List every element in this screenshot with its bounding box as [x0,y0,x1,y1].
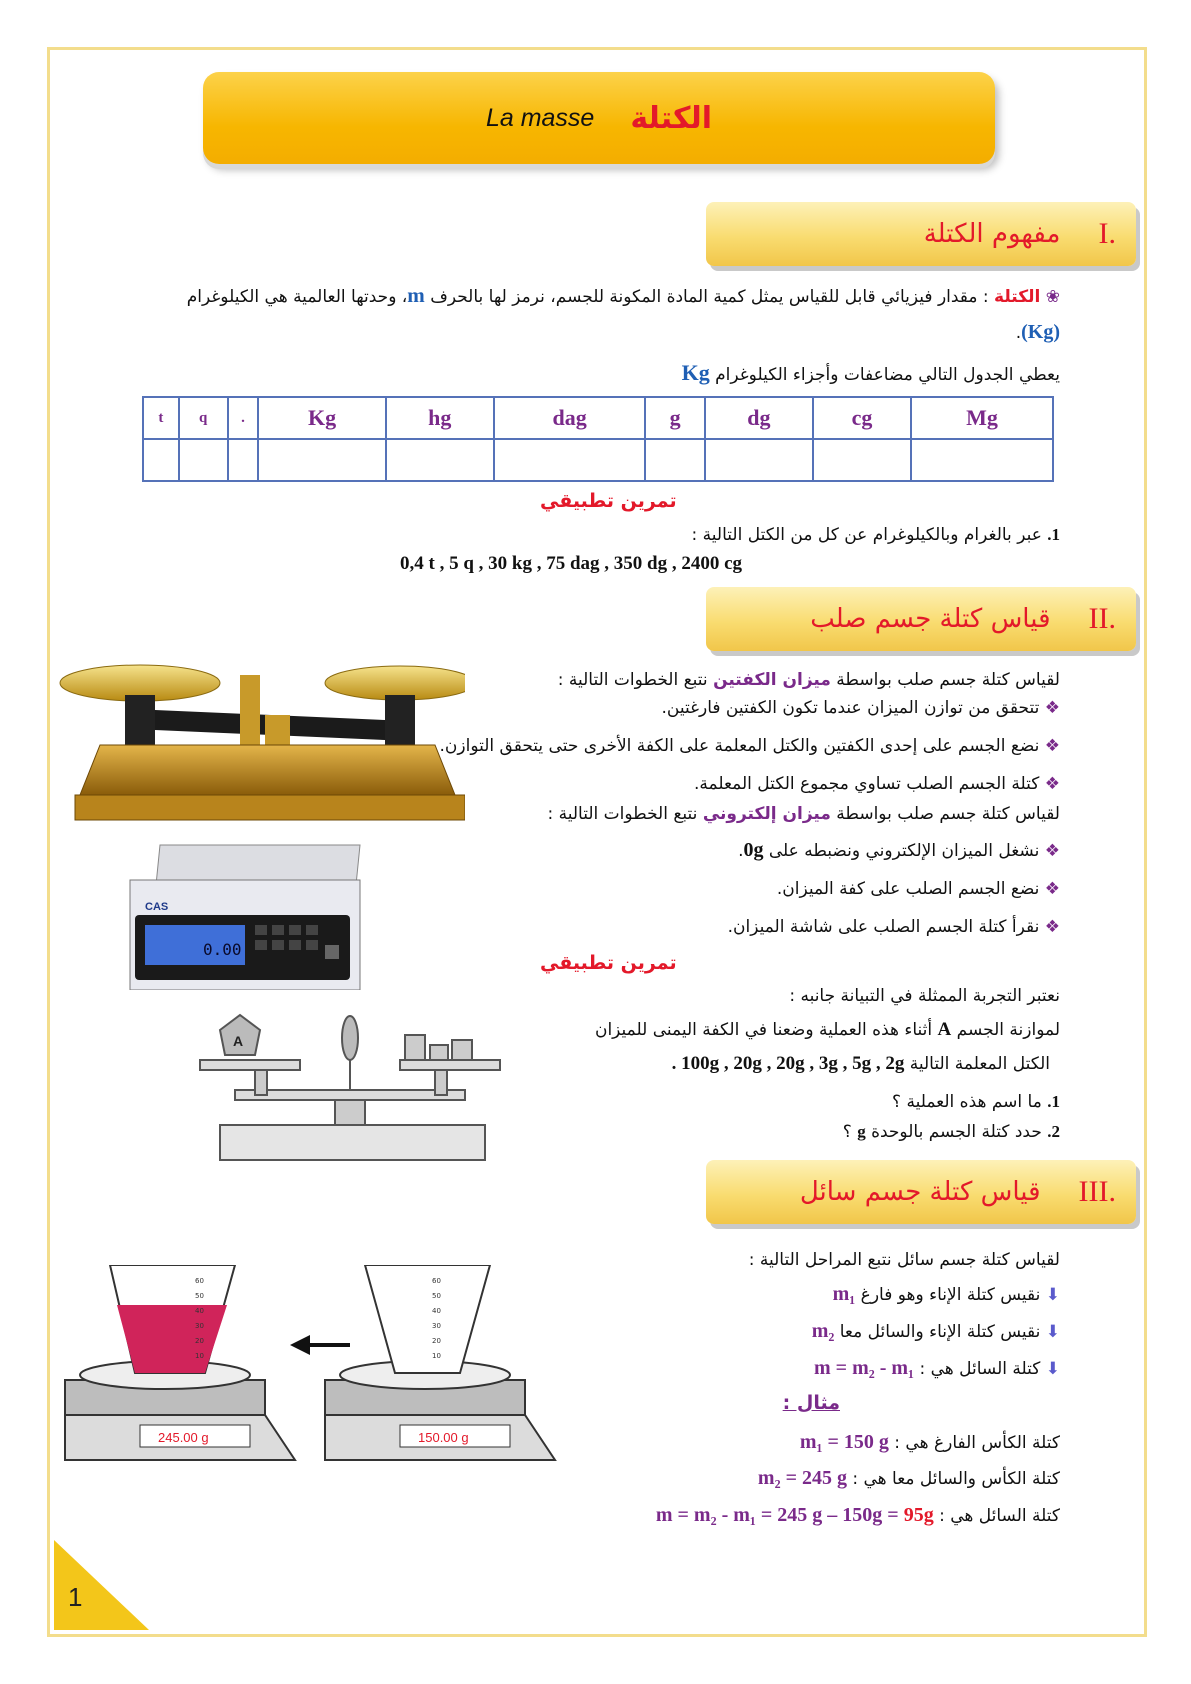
section-2-label: قياس كتلة جسم صلب [810,604,1051,634]
section-2-number: II. [1088,602,1116,635]
unit-line [600,320,1060,345]
section-3-number: III. [1078,1175,1116,1208]
question-1 [500,523,1060,547]
table-intro [500,361,1060,387]
question-1-number: 1. [1047,525,1060,544]
q2-text-a: حدد كتلة الجسم بالوحدة [865,1122,1042,1142]
unit-cell: dag [494,397,646,439]
example-title: مثال : [782,1392,840,1414]
step-text: تتحقق من توازن الميزان عندما تكون الكفتين فارغتين. [661,698,1040,718]
arrow-bullet-icon: ⬇ [1045,1285,1060,1305]
units-table [142,396,1054,482]
question-1-values: 0,4 t , 5 q , 30 kg , 75 dag , 350 dg , 2400 cg [400,553,743,574]
liquid-steps [700,1282,1060,1381]
section-1-label: مفهوم الكتلة [923,219,1061,249]
step-math: m₂ [811,1320,835,1342]
balance-diagram [195,1010,510,1165]
solid-intro-2-c: نتبع الخطوات التالية : [547,804,703,824]
empty-cell [494,439,646,481]
empty-cell [911,439,1053,481]
solid-intro-1 [430,668,1060,692]
ex-line2-a: لموازنة الجسم [951,1020,1060,1040]
zero-gram: 0g [743,839,764,861]
ex3-text: كتلة السائل هي : [933,1506,1060,1526]
diamond-bullet-icon: ❖ [1044,698,1060,718]
ex-line2-c: أثناء هذه العملية وضعنا في الكفة اليمنى للميزان [594,1020,938,1040]
empty-cell [813,439,911,481]
definition-text-a: : مقدار فيزيائي قابل للقياس يمثل كمية المادة المكونة للجسم، نرمز لها بالحرف [424,287,995,307]
diamond-bullet-icon: ❖ [1044,841,1060,861]
list-item [700,1319,1060,1344]
solid-intro-1-c: نتبع الخطوات التالية : [557,670,714,690]
q2-number: 2. [1047,1122,1060,1141]
definition-symbol: m [407,283,425,307]
step-text: نضع الجسم على إحدى الكفتين والكتل المعلمة على الكفة الأخرى حتى يتحقق التوازن. [439,736,1040,756]
unit-cell: t [143,397,179,439]
empty-cell [645,439,704,481]
unit-cell: Kg [258,397,385,439]
solid-intro-2 [430,802,1060,826]
diamond-bullet-icon: ❖ [1044,774,1060,794]
units-empty-row [143,439,1053,481]
exercise-2-line-3 [560,1052,1050,1076]
tick-label: 50 [432,1292,441,1300]
body-a: A [937,1019,952,1040]
scale-display: 0.00 [203,940,242,959]
list-item [400,734,1060,758]
ex3-math: m = m₂ - m₁ = 245 g – 150g = [655,1504,904,1526]
example-line-1 [600,1430,1060,1455]
solid-intro-2-a: لقياس كتلة جسم صلب بواسطة [830,804,1060,824]
tick-label: 20 [432,1337,441,1345]
empty-cell [705,439,813,481]
example-line-2 [600,1466,1060,1491]
empty-cell [258,439,385,481]
q1-number: 1. [1047,1092,1060,1111]
unit-cell: hg [386,397,494,439]
tick-label: 40 [195,1307,204,1315]
tick-label: 60 [432,1277,441,1285]
ex1-text: كتلة الكأس الفارغ هي : [888,1433,1060,1453]
tick-label: 60 [195,1277,204,1285]
unit-cell: q [179,397,228,439]
title-french: La masse [485,103,595,132]
ex1-math: m₁ = 150 g [799,1431,889,1453]
exercise-1-title: تمرين تطبيقي [540,490,677,512]
tick-label: 10 [432,1352,441,1360]
step-text: نقيس كتلة الإناء والسائل معا [834,1322,1041,1342]
definition-text-b: ، وحدتها العالمية هي الكيلوغرام [186,287,408,307]
list-item [600,915,1060,939]
electronic-balance-image [115,840,365,990]
step-text: كتلة السائل هي : [914,1359,1041,1379]
body-a-label: A [233,1033,244,1049]
ex2-math: m₂ = 245 g [757,1467,847,1489]
unit-cell: . [228,397,259,439]
definition-line [150,283,1060,309]
right-display: 150.00 g [418,1430,469,1445]
arrow-bullet-icon: ⬇ [1045,1322,1060,1342]
left-display: 245.00 g [158,1430,209,1445]
unit-kg: (Kg) [1021,321,1060,343]
page-number: 1 [68,1582,83,1612]
title-arabic: الكتلة [630,100,713,136]
masses-list: 100g , 20g , 20g , 3g , 5g , 2g . [671,1053,905,1074]
step-list-2 [600,838,1060,939]
table-intro-text: يعطي الجدول التالي مضاعفات وأجزاء الكيلوغرام [709,365,1060,385]
definition-term: الكتلة [994,287,1041,307]
ex-line3-a: الكتل المعلمة التالية [904,1054,1050,1074]
step-text: نقرأ كتلة الجسم الصلب على شاشة الميزان. [727,917,1040,937]
step-math: m₁ [832,1283,856,1305]
tick-label: 10 [195,1352,204,1360]
unit-line-end: . [1015,323,1022,343]
title-banner [203,72,995,164]
unit-cell: cg [813,397,911,439]
exercise-2-q1 [700,1090,1060,1114]
example-line-3 [560,1503,1060,1528]
tick-label: 20 [195,1337,204,1345]
arrow-bullet-icon: ⬇ [1045,1359,1060,1379]
scroll-bullet-icon: ❀ [1045,287,1060,307]
units-header-row [143,397,1053,439]
empty-cell [228,439,259,481]
q1-text: ما اسم هذه العملية ؟ [892,1092,1042,1112]
step-end: . [738,841,744,861]
empty-cell [143,439,179,481]
section-2-header [706,587,1136,651]
liquid-scales-image [60,1265,560,1465]
unit-cell: dg [705,397,813,439]
exercise-2-title: تمرين تطبيقي [540,952,677,974]
diamond-bullet-icon: ❖ [1044,879,1060,899]
list-item [700,1356,1060,1381]
ex3-result: 95g [903,1504,934,1526]
electronic-balance-term: ميزان إلكتروني [702,804,831,824]
tick-label: 50 [195,1292,204,1300]
list-item [700,1282,1060,1307]
question-1-text: عبر بالغرام وبالكيلوغرام عن كل من الكتل التالية : [691,525,1042,545]
unit-cell: g [645,397,704,439]
tick-label: 30 [195,1322,204,1330]
ex2-text: كتلة الكأس والسائل معا هي : [846,1469,1060,1489]
tick-label: 40 [432,1307,441,1315]
step-text: كتلة الجسم الصلب تساوي مجموع الكتل المعلمة. [694,774,1040,794]
section-1-header [706,202,1136,266]
step-text: نقيس كتلة الإناء وهو فارغ [855,1285,1041,1305]
empty-cell [179,439,228,481]
exercise-2-q2 [700,1120,1060,1144]
diamond-bullet-icon: ❖ [1044,917,1060,937]
table-intro-unit: Kg [681,360,710,385]
tick-label: 30 [432,1322,441,1330]
step-text: نشغل الميزان الإلكتروني ونضبطه على [763,841,1040,861]
step-text: نضع الجسم الصلب على كفة الميزان. [776,879,1040,899]
list-item [600,838,1060,863]
q2-text-c: ؟ [842,1122,858,1142]
q2-unit: g [857,1122,866,1141]
liquid-intro: لقياس كتلة جسم سائل نتبع المراحل التالية : [748,1250,1060,1270]
two-pan-balance-term: ميزان الكفتين [713,670,831,690]
diamond-bullet-icon: ❖ [1044,736,1060,756]
section-3-header [706,1160,1136,1224]
exercise-2-line-1: نعتبر التجربة الممثلة في التبيانة جانبه : [789,986,1060,1006]
section-3-label: قياس كتلة جسم سائل [799,1177,1041,1207]
unit-cell: Mg [911,397,1053,439]
empty-cell [386,439,494,481]
list-item [600,877,1060,901]
exercise-2-line-2 [520,1018,1060,1042]
solid-intro-1-a: لقياس كتلة جسم صلب بواسطة [830,670,1060,690]
section-1-number: I. [1098,217,1116,250]
step-math: m = m₂ - m₁ [814,1357,915,1379]
scale-brand: CAS [145,901,169,913]
list-item [400,696,1060,720]
step-list-1 [400,696,1060,796]
list-item [400,772,1060,796]
